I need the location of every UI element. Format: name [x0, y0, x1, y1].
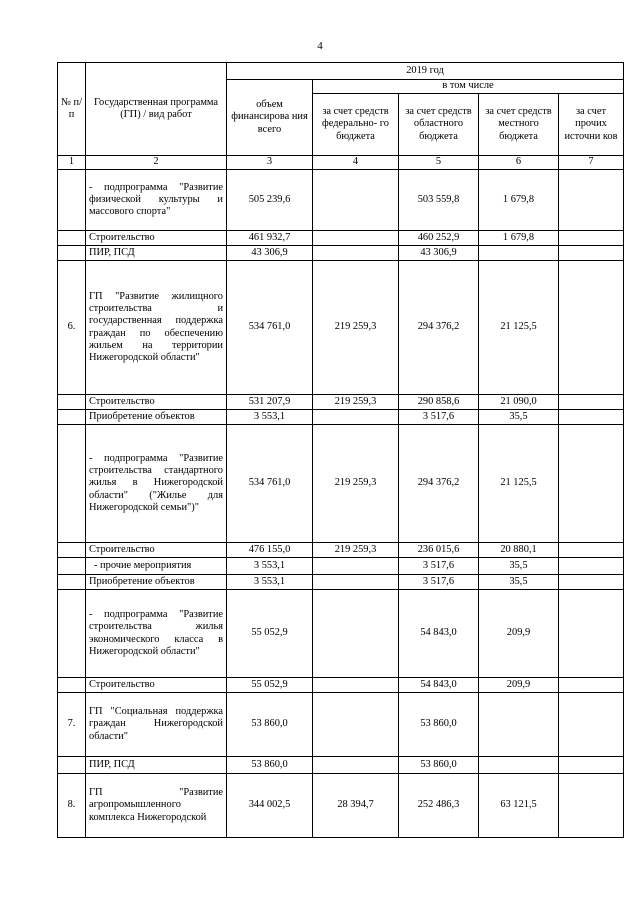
cell-other	[559, 231, 624, 246]
cell-federal	[313, 590, 399, 678]
cell-regional: 294 376,2	[399, 425, 479, 543]
budget-table	[57, 62, 624, 838]
cell-regional: 53 860,0	[399, 757, 479, 774]
cell-total: 3 553,1	[227, 558, 313, 575]
cell-local	[479, 246, 559, 261]
cell-total: 534 761,0	[227, 425, 313, 543]
table-row	[58, 757, 624, 774]
cell-local	[479, 757, 559, 774]
header-col-other: за счет прочих источни ков	[559, 94, 624, 156]
row-name: - подпрограмма "Развитие физической культуры и массового спорта"	[86, 170, 227, 231]
cell-regional: 54 843,0	[399, 590, 479, 678]
row-number	[58, 678, 86, 693]
cell-federal	[313, 231, 399, 246]
cell-other	[559, 543, 624, 558]
row-number	[58, 170, 86, 231]
header-col-federal: за счет средств федерально- го бюджета	[313, 94, 399, 156]
row-name: ПИР, ПСД	[86, 757, 227, 774]
cell-federal: 219 259,3	[313, 395, 399, 410]
cell-regional: 290 858,6	[399, 395, 479, 410]
cell-regional: 503 559,8	[399, 170, 479, 231]
cell-local: 20 880,1	[479, 543, 559, 558]
cell-total: 344 002,5	[227, 774, 313, 838]
cell-other	[559, 678, 624, 693]
cell-other	[559, 170, 624, 231]
table-row	[58, 693, 624, 757]
table-row	[58, 246, 624, 261]
table-row	[58, 575, 624, 590]
row-name: Строительство	[86, 395, 227, 410]
table-row	[58, 774, 624, 838]
row-number	[58, 246, 86, 261]
table-row	[58, 261, 624, 395]
header-year: 2019 год	[227, 63, 624, 80]
cell-local: 63 121,5	[479, 774, 559, 838]
cell-regional: 43 306,9	[399, 246, 479, 261]
column-number: 1	[58, 156, 86, 170]
cell-other	[559, 693, 624, 757]
cell-total: 43 306,9	[227, 246, 313, 261]
row-number	[58, 410, 86, 425]
cell-regional: 3 517,6	[399, 575, 479, 590]
cell-local: 209,9	[479, 678, 559, 693]
table-row	[58, 590, 624, 678]
table-row	[58, 678, 624, 693]
column-number: 2	[86, 156, 227, 170]
row-name: - подпрограмма "Развитие строительства жилья экономического класса в Нижегородской области"	[86, 590, 227, 678]
row-number	[58, 231, 86, 246]
cell-total: 534 761,0	[227, 261, 313, 395]
cell-total: 53 860,0	[227, 757, 313, 774]
cell-federal	[313, 575, 399, 590]
header-col-program: Государственная программа (ГП) / вид работ	[86, 63, 227, 156]
header-col-num: № п/п	[58, 63, 86, 156]
cell-local: 209,9	[479, 590, 559, 678]
cell-local: 21 125,5	[479, 261, 559, 395]
row-name: - прочие мероприятия	[86, 558, 227, 575]
page-number: 4	[317, 40, 323, 52]
table-row	[58, 231, 624, 246]
cell-total: 55 052,9	[227, 678, 313, 693]
cell-federal	[313, 693, 399, 757]
cell-total: 3 553,1	[227, 575, 313, 590]
table-row	[58, 410, 624, 425]
cell-total: 3 553,1	[227, 410, 313, 425]
column-number: 3	[227, 156, 313, 170]
cell-regional: 3 517,6	[399, 410, 479, 425]
cell-total: 53 860,0	[227, 693, 313, 757]
row-name: ПИР, ПСД	[86, 246, 227, 261]
column-number: 7	[559, 156, 624, 170]
row-name: Строительство	[86, 231, 227, 246]
cell-other	[559, 261, 624, 395]
cell-total: 461 932,7	[227, 231, 313, 246]
cell-other	[559, 774, 624, 838]
row-name: Строительство	[86, 543, 227, 558]
cell-federal	[313, 170, 399, 231]
cell-local	[479, 693, 559, 757]
cell-other	[559, 575, 624, 590]
row-number	[58, 543, 86, 558]
row-number	[58, 425, 86, 543]
cell-other	[559, 410, 624, 425]
cell-federal	[313, 246, 399, 261]
row-number	[58, 757, 86, 774]
table-row	[58, 543, 624, 558]
cell-other	[559, 590, 624, 678]
row-name: ГП "Социальная поддержка граждан Нижегородской области"	[86, 693, 227, 757]
header-col-local: за счет средств местного бюджета	[479, 94, 559, 156]
cell-federal	[313, 757, 399, 774]
cell-federal: 219 259,3	[313, 425, 399, 543]
cell-local: 35,5	[479, 575, 559, 590]
cell-total: 55 052,9	[227, 590, 313, 678]
table-row	[58, 395, 624, 410]
cell-local: 35,5	[479, 410, 559, 425]
row-name: ГП "Развитие агропромышленного комплекса Нижегородской	[86, 774, 227, 838]
cell-regional: 53 860,0	[399, 693, 479, 757]
cell-total: 505 239,6	[227, 170, 313, 231]
column-number: 6	[479, 156, 559, 170]
cell-other	[559, 757, 624, 774]
cell-regional: 252 486,3	[399, 774, 479, 838]
cell-local: 21 125,5	[479, 425, 559, 543]
cell-total: 476 155,0	[227, 543, 313, 558]
row-name: Приобретение объектов	[86, 410, 227, 425]
cell-other	[559, 395, 624, 410]
header-col-total: объем финансирова ния всего	[227, 80, 313, 156]
cell-federal	[313, 558, 399, 575]
row-name: ГП "Развитие жилищного строительства и государственная поддержка граждан по обеспечению жильем на территории Нижегородской области"	[86, 261, 227, 395]
cell-local: 21 090,0	[479, 395, 559, 410]
cell-other	[559, 246, 624, 261]
cell-federal: 219 259,3	[313, 543, 399, 558]
column-number-row	[58, 156, 624, 170]
header-col-regional: за счет средств областного бюджета	[399, 94, 479, 156]
row-number: 6.	[58, 261, 86, 395]
row-number: 7.	[58, 693, 86, 757]
row-number: 8.	[58, 774, 86, 838]
cell-other	[559, 425, 624, 543]
row-number	[58, 395, 86, 410]
cell-federal: 219 259,3	[313, 261, 399, 395]
column-number: 5	[399, 156, 479, 170]
table-row	[58, 170, 624, 231]
table-row	[58, 558, 624, 575]
cell-federal	[313, 410, 399, 425]
cell-regional: 3 517,6	[399, 558, 479, 575]
cell-local: 1 679,8	[479, 231, 559, 246]
cell-federal: 28 394,7	[313, 774, 399, 838]
cell-local: 1 679,8	[479, 170, 559, 231]
row-number	[58, 558, 86, 575]
row-name: Приобретение объектов	[86, 575, 227, 590]
row-number	[58, 590, 86, 678]
cell-other	[559, 558, 624, 575]
cell-regional: 460 252,9	[399, 231, 479, 246]
cell-regional: 54 843,0	[399, 678, 479, 693]
cell-federal	[313, 678, 399, 693]
cell-regional: 294 376,2	[399, 261, 479, 395]
header-including: в том числе	[313, 80, 624, 94]
row-name: Строительство	[86, 678, 227, 693]
cell-total: 531 207,9	[227, 395, 313, 410]
column-number: 4	[313, 156, 399, 170]
row-number	[58, 575, 86, 590]
table-row	[58, 425, 624, 543]
cell-local: 35,5	[479, 558, 559, 575]
row-name: - подпрограмма "Развитие строительства стандартного жилья в Нижегородской области" ("Жилье для Нижегородской семьи")"	[86, 425, 227, 543]
cell-regional: 236 015,6	[399, 543, 479, 558]
